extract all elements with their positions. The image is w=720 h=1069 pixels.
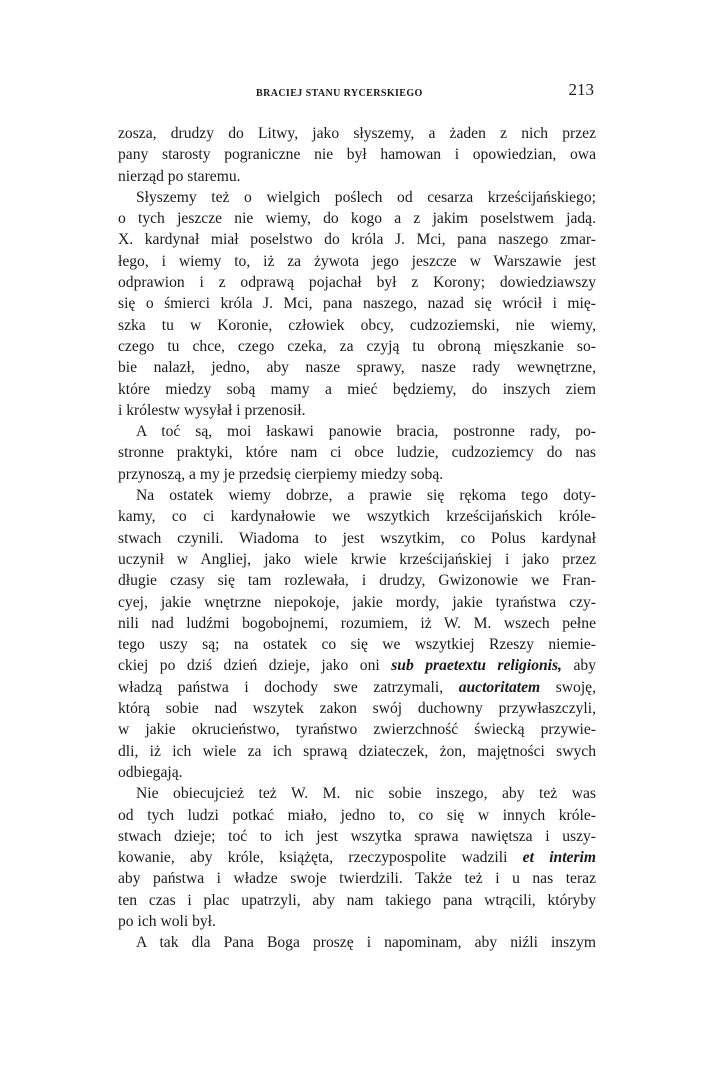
text-segment: szka tu w Koronie, człowiek obcy, cudzoziemski, nie wiemy,: [118, 316, 596, 334]
page-number: 213: [568, 80, 594, 99]
text-segment: którą sobie nad wszytek zakon swój duchowny przywłaszczyli,: [118, 700, 596, 718]
text-segment: się o śmierci króla J. Mci, pana naszego, nazad się wrócił i mię-: [118, 295, 596, 313]
text-segment: od tych ludzi potkać miało, jedno to, co się w innych króle-: [118, 806, 596, 824]
text-segment: stronne praktyki, które nam ci obce ludzie, cudzoziemcy do nas: [118, 444, 596, 462]
text-line: [118, 442, 596, 463]
text-line: [118, 932, 596, 953]
emphasized-phrase: et interim: [522, 849, 596, 867]
text-line: [118, 698, 596, 719]
text-line: [118, 400, 596, 421]
text-segment: nili nad ludźmi bogobojnemi, rozumiem, iż W. M. wszech pełne: [118, 614, 596, 632]
text-segment: dli, iż ich wiele za ich sprawą dziateczek, żon, majętności swych: [118, 742, 596, 760]
text-line: [118, 783, 596, 804]
text-line: [118, 123, 596, 144]
text-segment: zosza, drudzy do Litwy, jako słyszemy, a żaden z nich przez: [118, 125, 596, 142]
text-line: [118, 826, 596, 847]
text-segment: w jakie okrucieństwo, tyraństwo zwierzchność świecką przywie-: [118, 721, 596, 739]
text-line: [118, 613, 596, 634]
text-line: [118, 464, 596, 485]
emphasized-phrase: auctoritatem: [458, 678, 541, 696]
text-segment: nierząd po staremu.: [118, 167, 241, 185]
text-segment: tego uszy są; na ostatek co się we wszytkiej Rzeszy niemie-: [118, 636, 596, 654]
text-segment: odprawion i z odprawą pojachał był z Korony; dowiedziawszy: [118, 274, 596, 292]
text-segment: kowanie, aby króle, książęta, rzeczypospolite wadzili: [118, 849, 523, 867]
text-line: [118, 677, 596, 698]
text-segment: Na ostatek wiemy dobrze, a prawie się rękoma tego doty-: [136, 487, 596, 505]
text-line: [118, 719, 596, 740]
text-line: [118, 741, 596, 762]
page-header: [118, 80, 596, 104]
text-segment: władzą państwa i dochody swe zatrzymali,: [118, 678, 459, 696]
text-segment: X. kardynał miał poselstwo do króla J. Mci, pana naszego zmar-: [118, 231, 596, 249]
text-line: [118, 634, 596, 655]
running-head: BRACIEJ STANU RYCERSKIEGO: [256, 88, 423, 99]
text-line: [118, 868, 596, 889]
text-segment: stwach dzieje; toć to ich jest wszytka sprawa nawiętsza i uszy-: [118, 827, 596, 845]
text-line: [118, 315, 596, 336]
text-segment: bie nalazł, jedno, aby nasze sprawy, nasze rady wewnętrzne,: [118, 359, 596, 377]
text-line: [118, 187, 596, 208]
text-segment: które miedzy sobą mamy a mieć będziemy, do inszych ziem: [118, 380, 596, 398]
text-segment: przynoszą, a my je przedsię cierpiemy miedzy sobą.: [118, 465, 444, 483]
text-line: [118, 357, 596, 378]
text-segment: po ich woli był.: [118, 912, 216, 930]
text-line: [118, 229, 596, 250]
text-segment: cyej, jakie wnętrzne niepokoje, jakie mordy, jakie tyraństwa czy-: [118, 593, 596, 611]
text-line: [118, 890, 596, 911]
text-line: [118, 166, 596, 187]
text-line: [118, 847, 596, 868]
text-segment: łego, i wiemy to, iż za żywota jego jeszcze w Warszawie jest: [118, 252, 596, 270]
text-line: [118, 549, 596, 570]
text-line: [118, 911, 596, 932]
text-line: [118, 379, 596, 400]
text-segment: Nie obiecujcież też W. M. nic sobie inszego, aby też was: [136, 785, 596, 803]
text-line: [118, 251, 596, 272]
text-line: [118, 336, 596, 357]
text-line: [118, 655, 596, 676]
text-line: [118, 805, 596, 826]
emphasized-phrase: sub praetextu religionis,: [391, 657, 562, 675]
text-line: [118, 272, 596, 293]
text-segment: ckiej po dziś dzień dzieje, jako oni: [118, 657, 392, 675]
text-line: [118, 293, 596, 314]
text-line: [118, 421, 596, 442]
text-segment: aby państwa i władze swoje twierdzili. Także też i u nas teraz: [118, 870, 596, 888]
text-line: [118, 762, 596, 783]
text-segment: kamy, co ci kardynałowie we wszytkich krześcijańskich króle-: [118, 508, 596, 526]
text-segment: uczynił w Angliej, jako wiele krwie krześcijańskiej i jako przez: [118, 550, 596, 568]
text-segment: stwach czynili. Wiadoma to jest wszytkim, co Polus kardynał: [118, 529, 596, 547]
body-text: [118, 123, 596, 954]
text-segment: Słyszemy też o wielgich poślech od cesarza krześcijańskiego;: [136, 188, 596, 206]
text-segment: pany starosty pograniczne nie był hamowan i opowiedzian, owa: [118, 146, 596, 164]
text-line: [118, 485, 596, 506]
text-segment: A toć są, moi łaskawi panowie bracia, postronne rady, po-: [136, 423, 596, 441]
text-line: [118, 144, 596, 165]
text-segment: odbiegają.: [118, 763, 183, 781]
text-segment: swoję,: [540, 678, 596, 696]
text-segment: o tych jeszcze nie wiemy, do kogo a z jakim poselstwem jadą.: [118, 210, 596, 228]
text-segment: ten czas i plac upatrzyli, aby nam takiego pana wtrącili, któryby: [118, 891, 596, 909]
text-line: [118, 592, 596, 613]
text-line: [118, 528, 596, 549]
text-segment: aby: [561, 657, 596, 675]
text-line: [118, 208, 596, 229]
text-segment: i królestw wysyłał i przenosił.: [118, 401, 306, 419]
text-segment: długie czasy się tam rozlewała, i drudzy, Gwizonowie we Fran-: [118, 572, 596, 590]
text-segment: czego tu chce, czego czeka, za czyją tu obroną mięszkanie so-: [118, 337, 596, 355]
text-line: [118, 506, 596, 527]
text-segment: A tak dla Pana Boga proszę i napominam, aby niźli inszym: [136, 934, 596, 952]
text-line: [118, 570, 596, 591]
